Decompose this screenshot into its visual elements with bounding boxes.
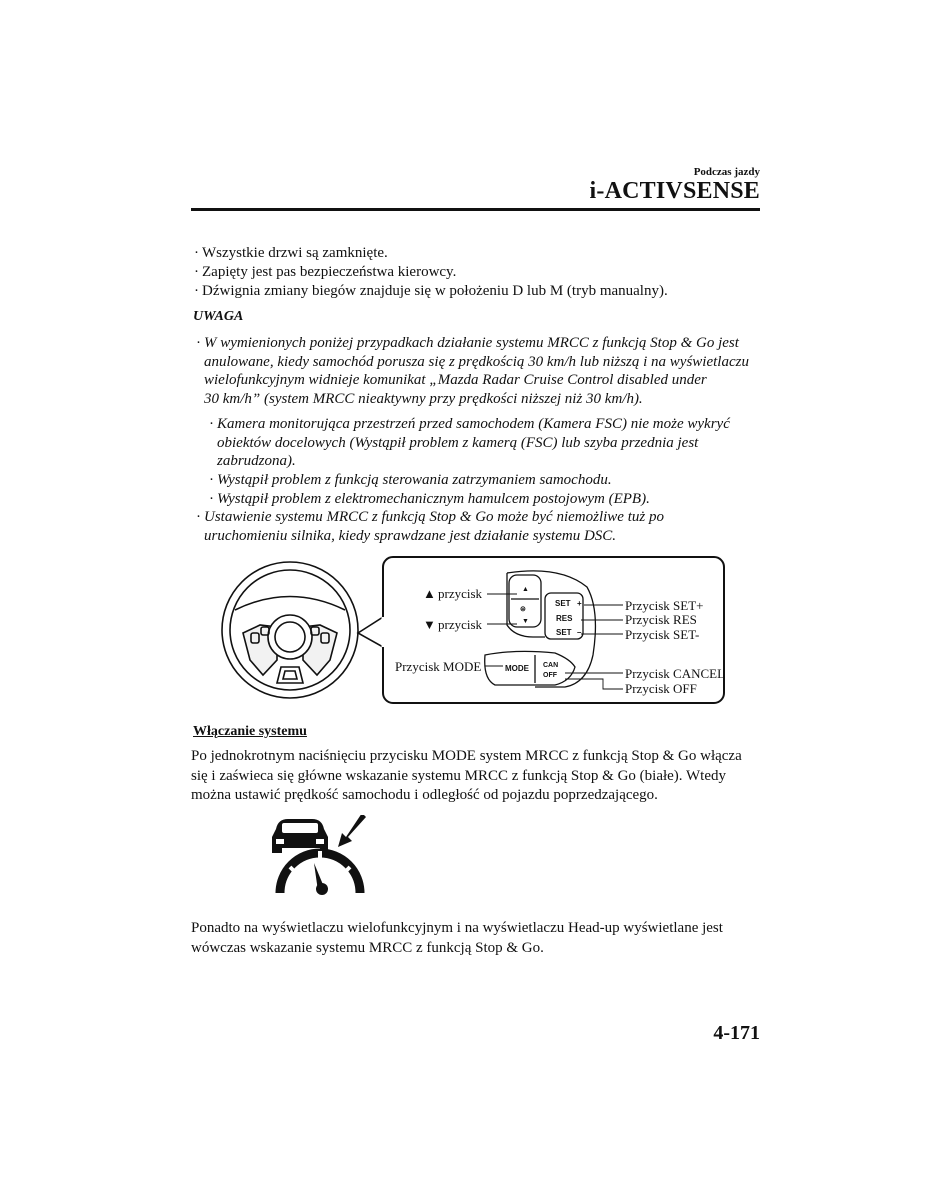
label-res: Przycisk RES <box>625 612 697 627</box>
condition-item: · Zapięty jest pas bezpieczeństwa kierowcy. <box>194 264 457 280</box>
label-down-button: przycisk <box>438 617 483 632</box>
mrcc-stop-go-indicator-icon <box>268 815 368 897</box>
label-mode-button: Przycisk MODE <box>395 659 482 674</box>
switch-set-minus-label: SET <box>556 628 572 637</box>
switch-plus-sign: + <box>577 599 582 608</box>
switch-distance-icon: ⊜ <box>520 606 526 613</box>
up-arrow-icon: ▲ <box>423 586 436 601</box>
switch-up-arrow-icon: ▲ <box>522 586 529 593</box>
note-heading: UWAGA <box>193 309 244 324</box>
label-set-plus: Przycisk SET+ <box>625 598 704 613</box>
page-number: 4-171 <box>713 1022 760 1044</box>
chapter-title: i-ACTIVSENSE <box>589 178 760 204</box>
label-up-button: przycisk <box>438 586 483 601</box>
down-arrow-icon: ▼ <box>423 617 436 632</box>
condition-item: · Dźwignia zmiany biegów znajduje się w położeniu D lub M (tryb manualny). <box>194 283 668 299</box>
paragraph-activation: Po jednokrotnym naciśnięciu przycisku MODE system MRCC z funkcją Stop & Go włącza się i zaświeca się główne wskazanie systemu MRCC z funkcją Stop & Go (białe). Wtedy można ustawić prędkość samochodu i odległość od pojazdu poprzedzającego. <box>191 748 742 803</box>
note-sub-item-2: · Wystąpił problem z funkcją sterowania zatrzymaniem samochodu. <box>209 472 612 488</box>
header-divider <box>191 208 760 211</box>
condition-item: · Wszystkie drzwi są zamknięte. <box>194 245 388 261</box>
switch-minus-sign: – <box>577 628 582 637</box>
section-heading: Włączanie systemu <box>193 724 307 739</box>
callout-pointer <box>358 617 383 647</box>
switch-can-label: CAN <box>543 662 559 669</box>
switch-mode-label: MODE <box>505 664 529 673</box>
paragraph-display-info: Ponadto na wyświetlaczu wielofunkcyjnym i na wyświetlaczu Head-up wyświetlane jest wówczas wskazanie systemu MRCC z funkcją Stop & Go. <box>191 920 723 956</box>
label-cancel: Przycisk CANCEL <box>625 666 726 681</box>
switch-set-plus-label: SET <box>555 599 571 608</box>
label-set-minus: Przycisk SET- <box>625 627 700 642</box>
label-off: Przycisk OFF <box>625 681 697 696</box>
switch-down-arrow-icon: ▼ <box>522 618 529 625</box>
note-item-1: · W wymienionych poniżej przypadkach działanie systemu MRCC z funkcją Stop & Go jest anulowane, kiedy samochód porusza się z prędkością 30 km/h lub niższą i na wyświetlaczu wielofunkcyjnym widnieje komunikat „Mazda Radar Cruise Control disabled under 30 km/h” (system MRCC nieaktywny przy prędkości niższej niż 30 km/h). <box>196 335 749 407</box>
section-label: Podczas jazdy <box>693 166 760 178</box>
note-sub-item-1: · Kamera monitorująca przestrzeń przed samochodem (Kamera FSC) nie może wykryć obiektów docelowych (Wystąpił problem z kamerą (FSC) lub szyba przednia jest zabrudzona). <box>209 416 730 469</box>
note-item-2: · Ustawienie systemu MRCC z funkcją Stop & Go może być niemożliwe tuż po uruchomieniu silnika, kiedy sprawdzane jest działanie systemu DSC. <box>196 509 664 544</box>
steering-wheel-diagram <box>215 555 727 707</box>
switch-off-label: OFF <box>543 672 557 679</box>
steering-wheel-illustration <box>222 562 358 698</box>
switch-res-label: RES <box>556 614 573 623</box>
note-sub-item-3: · Wystąpił problem z elektromechanicznym hamulcem postojowym (EPB). <box>209 491 650 507</box>
